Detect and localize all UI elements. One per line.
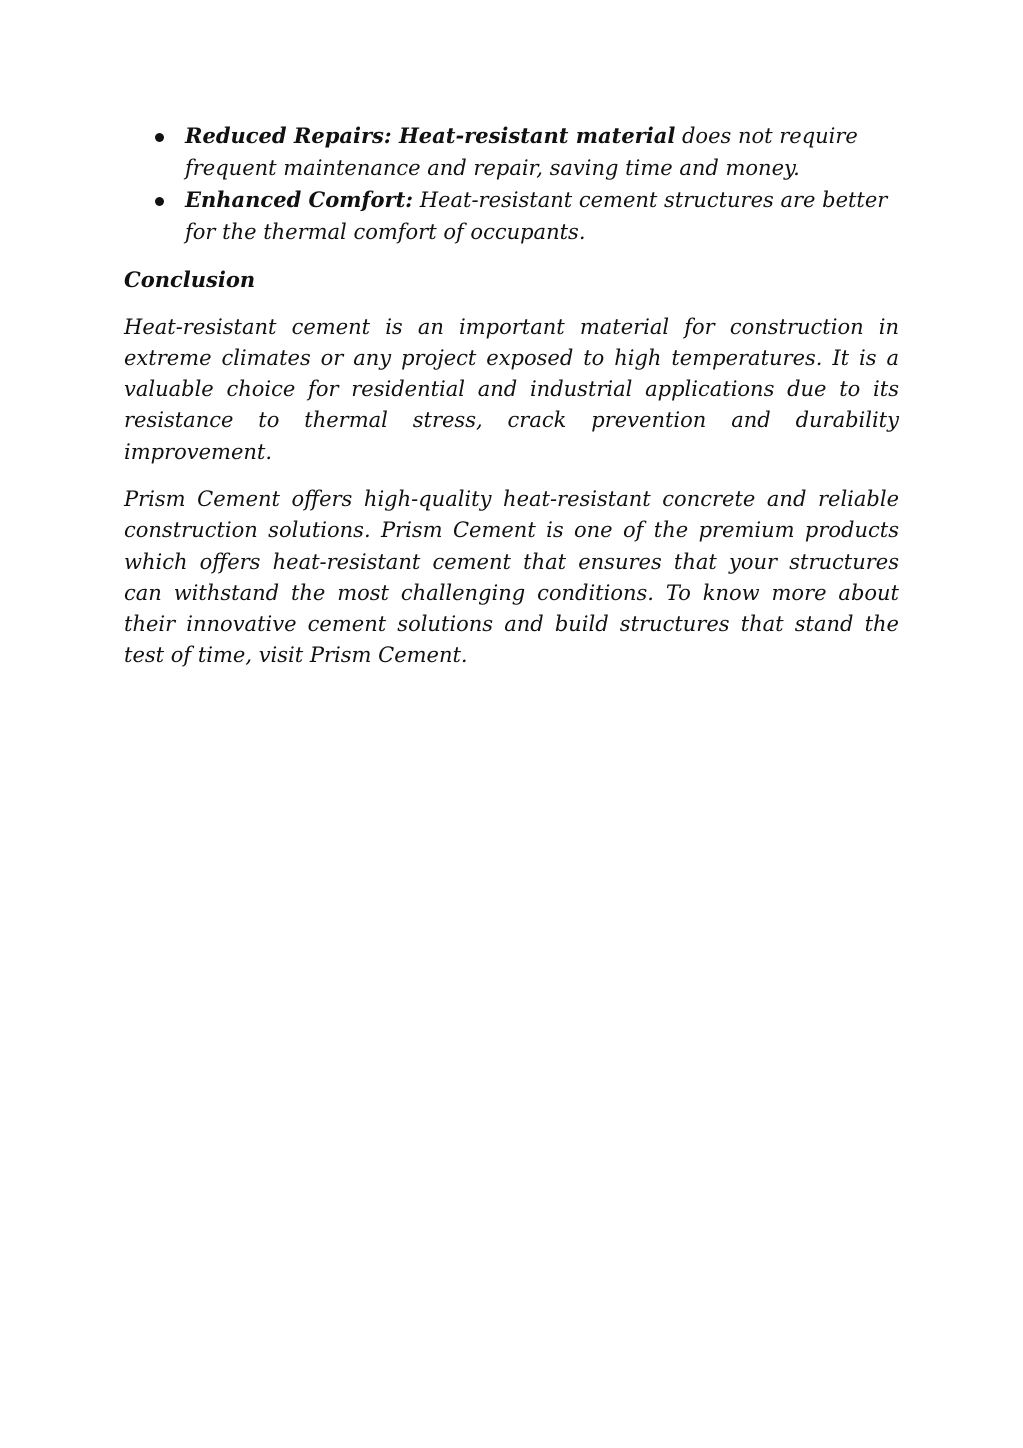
list-item — [124, 184, 899, 248]
bullet-text: Heat-resistant cement structures are better for the thermal comfort of occupants. — [185, 188, 888, 244]
conclusion-paragraph: Heat-resistant cement is an important material for construction in extreme climates or any project exposed to high temperatures. It is a valuable choice for residential and industrial applications due to its resistance to thermal stress, crack prevention and durability improvement. — [124, 314, 899, 464]
document-page — [124, 120, 899, 672]
list-item — [124, 120, 899, 184]
bullet-icon — [155, 133, 164, 142]
benefits-list — [124, 120, 899, 248]
bullet-icon — [155, 197, 164, 206]
conclusion-heading: Conclusion — [124, 267, 256, 292]
bullet-text: does not require frequent maintenance and repair, saving time and money. — [185, 124, 858, 180]
bullet-title: Reduced Repairs: Heat-resistant material — [185, 123, 676, 148]
conclusion-paragraph: Prism Cement offers high-quality heat-resistant concrete and reliable construction solutions. Prism Cement is one of the premium products which offers heat-resistant cement that ensures that your structures can withstand the most challenging conditions. To know more about their innovative cement solutions and build structures that stand the test of time, visit Prism Cement. — [124, 486, 899, 668]
bullet-title: Enhanced Comfort: — [185, 187, 414, 212]
